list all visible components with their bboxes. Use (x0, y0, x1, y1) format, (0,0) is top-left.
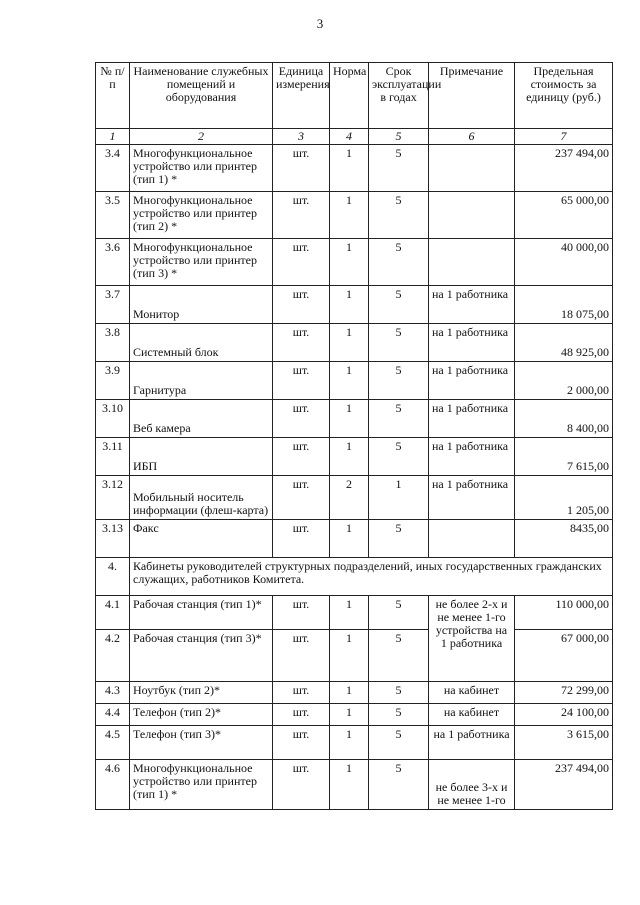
table-row (96, 476, 613, 520)
row-norm: 1 (330, 239, 369, 286)
row-note (429, 145, 515, 192)
table-row (96, 726, 613, 760)
header-note: Примечание (429, 63, 515, 129)
table-row (96, 145, 613, 192)
row-unit: шт. (273, 682, 330, 704)
row-term: 5 (369, 520, 429, 558)
row-number: 4.4 (96, 704, 130, 726)
row-unit: шт. (273, 630, 330, 682)
row-norm: 1 (330, 630, 369, 682)
row-number: 4.2 (96, 630, 130, 682)
row-price: 1 205,00 (515, 476, 613, 520)
row-unit: шт. (273, 239, 330, 286)
row-unit: шт. (273, 476, 330, 520)
row-name: Гарнитура (130, 362, 273, 400)
row-unit: шт. (273, 438, 330, 476)
row-note: на 1 работника (429, 438, 515, 476)
row-note (429, 192, 515, 239)
row-norm: 1 (330, 520, 369, 558)
row-term: 5 (369, 286, 429, 324)
row-name: Мобильный носитель информации (флеш-карта) (130, 476, 273, 520)
row-unit: шт. (273, 286, 330, 324)
row-norm: 1 (330, 726, 369, 760)
table-row (96, 192, 613, 239)
column-number: 6 (429, 129, 515, 145)
row-note (429, 239, 515, 286)
row-price: 24 100,00 (515, 704, 613, 726)
row-norm: 1 (330, 145, 369, 192)
row-name: Многофункциональное устройство или принтер (тип 1) * (130, 145, 273, 192)
row-name: Ноутбук (тип 2)* (130, 682, 273, 704)
row-norm: 1 (330, 760, 369, 810)
column-number: 5 (369, 129, 429, 145)
row-price: 48 925,00 (515, 324, 613, 362)
row-note: не более 3-х и не менее 1-го (429, 760, 515, 810)
rows-section-4 (96, 558, 613, 810)
row-number: 4.1 (96, 596, 130, 630)
row-number: 4.3 (96, 682, 130, 704)
norms-table (95, 62, 613, 810)
row-number: 3.7 (96, 286, 130, 324)
row-price: 72 299,00 (515, 682, 613, 704)
row-note: на 1 работника (429, 286, 515, 324)
row-number: 3.4 (96, 145, 130, 192)
section-number: 4. (96, 558, 130, 596)
row-number: 4.6 (96, 760, 130, 810)
row-term: 5 (369, 192, 429, 239)
table-row (96, 362, 613, 400)
row-term: 5 (369, 596, 429, 630)
header-row (96, 63, 613, 129)
row-norm: 2 (330, 476, 369, 520)
table-row (96, 682, 613, 704)
table-row (96, 760, 613, 810)
column-number: 4 (330, 129, 369, 145)
row-note: на 1 работника (429, 362, 515, 400)
row-norm: 1 (330, 596, 369, 630)
row-price: 8435,00 (515, 520, 613, 558)
row-norm: 1 (330, 286, 369, 324)
row-price: 237 494,00 (515, 760, 613, 810)
row-term: 5 (369, 704, 429, 726)
row-norm: 1 (330, 192, 369, 239)
row-number: 3.8 (96, 324, 130, 362)
column-number: 3 (273, 129, 330, 145)
page-number: 3 (316, 16, 324, 31)
row-note: на кабинет (429, 704, 515, 726)
header-unit: Единица измерения (273, 63, 330, 129)
table-row (96, 630, 613, 682)
row-number: 3.6 (96, 239, 130, 286)
row-name: Многофункциональное устройство или принтер (тип 2) * (130, 192, 273, 239)
row-price: 8 400,00 (515, 400, 613, 438)
row-unit: шт. (273, 726, 330, 760)
row-term: 5 (369, 630, 429, 682)
row-term: 5 (369, 145, 429, 192)
row-term: 5 (369, 400, 429, 438)
row-number: 3.12 (96, 476, 130, 520)
row-unit: шт. (273, 145, 330, 192)
column-number-row (96, 129, 613, 145)
row-term: 5 (369, 239, 429, 286)
row-norm: 1 (330, 324, 369, 362)
row-note: на кабинет (429, 682, 515, 704)
row-price: 110 000,00 (515, 596, 613, 630)
row-price: 237 494,00 (515, 145, 613, 192)
section-title: Кабинеты руководителей структурных подразделений, иных государственных гражданских служащих, работников Комитета. (130, 558, 613, 596)
table-row (96, 324, 613, 362)
header-name: Наименование служебных помещений и оборудования (130, 63, 273, 129)
table-row (96, 286, 613, 324)
row-unit: шт. (273, 362, 330, 400)
header-norm: Норма (330, 63, 369, 129)
table-row (96, 704, 613, 726)
row-price: 3 615,00 (515, 726, 613, 760)
row-unit: шт. (273, 596, 330, 630)
row-number: 4.5 (96, 726, 130, 760)
row-price: 67 000,00 (515, 630, 613, 682)
column-number: 7 (515, 129, 613, 145)
row-norm: 1 (330, 704, 369, 726)
table-row (96, 520, 613, 558)
header-num: № п/п (96, 63, 130, 129)
row-price: 65 000,00 (515, 192, 613, 239)
row-name: Многофункциональное устройство или принтер (тип 1) * (130, 760, 273, 810)
row-note: на 1 работника (429, 476, 515, 520)
column-number: 2 (130, 129, 273, 145)
rows-section-3 (96, 145, 613, 558)
row-term: 5 (369, 760, 429, 810)
row-term: 5 (369, 438, 429, 476)
row-term: 5 (369, 726, 429, 760)
column-number: 1 (96, 129, 130, 145)
table-row (96, 239, 613, 286)
row-number: 3.13 (96, 520, 130, 558)
table-row (96, 400, 613, 438)
row-price: 7 615,00 (515, 438, 613, 476)
row-price: 40 000,00 (515, 239, 613, 286)
row-note: на 1 работника (429, 400, 515, 438)
row-number: 3.10 (96, 400, 130, 438)
row-price: 2 000,00 (515, 362, 613, 400)
row-name: Телефон (тип 3)* (130, 726, 273, 760)
row-name: Факс (130, 520, 273, 558)
section-row (96, 558, 613, 596)
row-norm: 1 (330, 682, 369, 704)
row-number: 3.9 (96, 362, 130, 400)
row-unit: шт. (273, 400, 330, 438)
row-note (429, 596, 515, 682)
row-name: Рабочая станция (тип 3)* (130, 630, 273, 682)
row-unit: шт. (273, 760, 330, 810)
row-name: Системный блок (130, 324, 273, 362)
row-note: на 1 работника (429, 324, 515, 362)
row-unit: шт. (273, 324, 330, 362)
row-term: 5 (369, 682, 429, 704)
row-unit: шт. (273, 520, 330, 558)
row-unit: шт. (273, 192, 330, 239)
row-term: 5 (369, 324, 429, 362)
header-price: Предельная стоимость за единицу (руб.) (515, 63, 613, 129)
row-term: 1 (369, 476, 429, 520)
row-name: Телефон (тип 2)* (130, 704, 273, 726)
table-row (96, 438, 613, 476)
row-name: ИБП (130, 438, 273, 476)
header-term: Срок эксплуатации в годах (369, 63, 429, 129)
row-unit: шт. (273, 704, 330, 726)
row-norm: 1 (330, 438, 369, 476)
row-price: 18 075,00 (515, 286, 613, 324)
row-name: Монитор (130, 286, 273, 324)
row-name: Веб камера (130, 400, 273, 438)
row-number: 3.11 (96, 438, 130, 476)
row-name: Многофункциональное устройство или принтер (тип 3) * (130, 239, 273, 286)
row-name: Рабочая станция (тип 1)* (130, 596, 273, 630)
row-number: 3.5 (96, 192, 130, 239)
row-note: на 1 работника (429, 726, 515, 760)
row-note (429, 520, 515, 558)
row-norm: 1 (330, 362, 369, 400)
row-norm: 1 (330, 400, 369, 438)
row-note-text: не более 2-х и не менее 1-го устройства на 1 работника (435, 597, 508, 650)
row-term: 5 (369, 362, 429, 400)
table-row (96, 596, 613, 630)
